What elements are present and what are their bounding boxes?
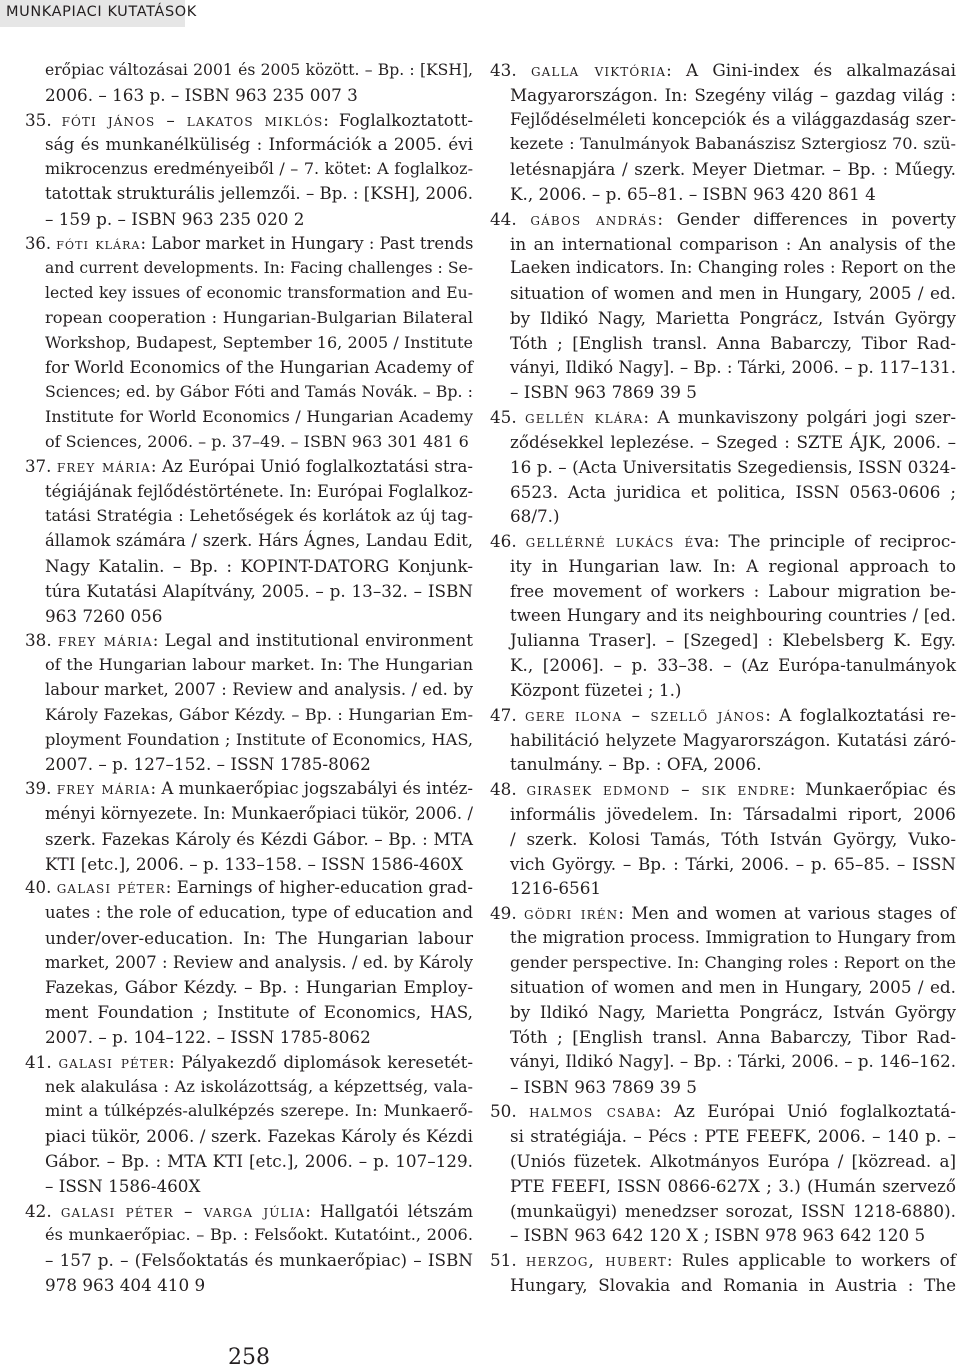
bibliography-line: [25, 1199, 473, 1224]
bibliography-line: [25, 281, 473, 306]
entry-text: – ISBN 963 7869 39 5: [510, 382, 697, 403]
bibliography-line: [490, 480, 956, 505]
author-name: frey mária: [57, 630, 153, 651]
entry-text: uates : the role of education, type of education and: [45, 903, 473, 923]
entry-text: : Labor market in Hungary : Past trends: [140, 233, 474, 253]
bibliography-line: [25, 802, 473, 827]
entry-text: : Munkaerőpiac és: [789, 779, 957, 800]
bibliography-line: [490, 752, 956, 777]
bibliography-line: [490, 1025, 956, 1050]
entry-text: : Earnings of higher-education grad-: [165, 878, 473, 898]
bibliography-line: [490, 728, 956, 753]
author-name: frey mária: [56, 779, 151, 799]
entry-text: habilitáció helyzete Magyarországon. Kutatási záró-: [510, 729, 956, 750]
entry-text: : Gender differences in poverty: [657, 208, 956, 229]
author-name: gellérné lukács é: [525, 531, 695, 552]
entry-text: 42.: [25, 1200, 61, 1221]
entry-text: PTE FEEFI, ISSN 0866-627X ; 3.) (Humán szervező: [510, 1175, 956, 1196]
author-name: fóti klára: [56, 233, 141, 253]
entry-text: ment Foundation ; Institute of Economics, HAS,: [45, 1002, 473, 1023]
bibliography-line: [25, 83, 473, 108]
bibliography-line: [25, 975, 473, 1000]
author-name: gellén klára: [525, 407, 644, 428]
entry-text: 1216-6561: [510, 878, 602, 899]
bibliography-line: [490, 281, 956, 306]
entry-text: 40.: [25, 878, 57, 898]
bibliography-line: [25, 529, 473, 554]
entry-text: – ISBN 963 642 120 X ; ISBN 978 963 642 120 5: [510, 1225, 926, 1246]
entry-text: the migration process. Immigration to Hungary from: [510, 927, 956, 947]
entry-text: túra Kutatási Alapítvány, 2005. – p. 13–32. – ISBN: [45, 580, 473, 601]
entry-text: szerk. Fazekas Károly és Kézdi Gábor. – Bp. : MTA: [45, 828, 473, 849]
author-name: galla viktória: [530, 60, 667, 80]
entry-text: – 157 p. – (Felsőoktatás és munkaerőpiac) – ISBN: [45, 1250, 473, 1271]
bibliography-line: [25, 504, 473, 529]
bibliography-line: [25, 207, 473, 232]
bibliography-line: [25, 480, 473, 505]
bibliography-line: [25, 331, 473, 356]
entry-text: 45.: [490, 407, 526, 428]
bibliography-line: [25, 951, 473, 976]
bibliography-line: [490, 1149, 956, 1174]
bibliography-line: [490, 1248, 956, 1273]
author-name: girasek edmond – sik endre: [526, 779, 790, 800]
left-column: [25, 58, 473, 1298]
entry-text: for World Economics of the Hungarian Academy of: [45, 357, 474, 377]
entry-text: 48.: [490, 779, 527, 800]
entry-text: of Sciences, 2006. – p. 37–49. – ISBN 963 301 481 6: [45, 431, 469, 451]
entry-text: 50.: [490, 1101, 530, 1122]
bibliography-line: [490, 157, 956, 182]
entry-text: Julianna Traser]. – [Szeged] : Klebelsberg K. Egy.: [510, 630, 956, 651]
bibliography-line: [25, 58, 473, 83]
author-name: herzog, hubert: [525, 1250, 667, 1271]
bibliography-line: [25, 1223, 473, 1248]
bibliography-line: [490, 703, 956, 728]
author-name: halmos csaba: [529, 1101, 656, 1122]
bibliography-line: [490, 975, 956, 1000]
entry-text: 68/7.): [510, 506, 560, 527]
entry-text: va: The principle of reciproc-: [694, 531, 956, 552]
bibliography-line: [25, 852, 473, 877]
entry-text: 36.: [25, 233, 57, 253]
bibliography-line: [490, 678, 956, 703]
entry-text: si stratégiája. – Pécs : PTE FEEFK, 2006. – 140 p. –: [510, 1126, 956, 1147]
author-name: galasi péter – varga júlia: [60, 1200, 306, 1221]
entry-text: mint a túlképzés-alulképzés szerepe. In: Munkaerő-: [45, 1101, 473, 1121]
author-name: gábos andrás: [530, 208, 658, 229]
entry-text: / szerk. Kolosi Tamás, Tóth István György, Vuko-: [510, 828, 956, 849]
entry-text: kezete : Tanulmányok Babanászisz Sztergiosz 70. szü-: [510, 134, 956, 154]
entry-text: by Ildikó Nagy, Marietta Pongrácz, István György: [510, 307, 956, 328]
bibliography-line: [490, 232, 956, 257]
bibliography-line: [490, 1199, 956, 1224]
bibliography-line: [25, 926, 473, 951]
bibliography-line: [490, 554, 956, 579]
bibliography-line: [25, 628, 473, 653]
entry-text: tanulmány. – Bp. : OFA, 2006.: [510, 754, 762, 775]
entry-text: ződésekkel leplezése. – Szeged : SZTE ÁJK, 2006. –: [510, 431, 956, 452]
author-name: fóti jános – lakatos miklós: [61, 109, 324, 130]
entry-text: situation of women and men in Hungary, 2005 / ed.: [510, 977, 956, 998]
bibliography-line: [490, 132, 956, 157]
entry-text: Károly Fazekas, Gábor Kézdy. – Bp. : Hungarian Em-: [45, 704, 473, 724]
entry-text: erőpiac változásai 2001 és 2005 között. – Bp. : [KSH],: [45, 61, 473, 79]
entry-text: : Foglalkoztatott-: [323, 109, 473, 130]
entry-text: Gábor. – Bp. : MTA KTI [etc.], 2006. – p. 107–129.: [45, 1151, 473, 1172]
entry-text: : A munkaerőpiac jogszabályi és intéz-: [150, 779, 473, 799]
entry-text: ság és munkanélküliség : Információk a 2005. évi: [45, 134, 473, 155]
bibliography-line: [490, 256, 956, 281]
entry-text: 44.: [490, 208, 531, 229]
entry-text: K., 2006. – p. 65–81. – ISBN 963 420 861 4: [510, 183, 876, 204]
entry-text: Nagy Katalin. – Bp. : KOPINT-DATORG Konjunk-: [45, 555, 473, 576]
bibliography-line: [25, 728, 473, 753]
bibliography-line: [490, 405, 956, 430]
entry-text: letésnapjára / szerk. Meyer Dietmar. – Bp. : Műegy.: [510, 159, 956, 180]
bibliography-line: [490, 852, 956, 877]
bibliography-line: [25, 182, 473, 207]
author-name: frey mária: [56, 456, 151, 476]
entry-text: 6523. Acta juridica et politica, ISSN 0563-0606 ;: [510, 481, 956, 502]
bibliography-line: [490, 579, 956, 604]
bibliography-line: [490, 777, 956, 802]
bibliography-line: [25, 604, 473, 629]
bibliography-line: [25, 876, 473, 901]
entry-text: market, 2007 : Review and analysis. / ed. by Károly: [45, 952, 473, 972]
bibliography-line: [25, 901, 473, 926]
bibliography-line: [490, 356, 956, 381]
entry-text: nek alakulása : Az iskolázottság, a képzettség, vala-: [45, 1076, 473, 1096]
entry-text: : Az Európai Unió foglalkoztatá-: [655, 1101, 956, 1122]
entry-text: : Az Európai Unió foglalkoztatási stra-: [150, 456, 473, 476]
entry-text: Fazekas, Gábor Kézdy. – Bp. : Hungarian Employ-: [45, 977, 473, 998]
bibliography-line: [25, 1025, 473, 1050]
entry-text: 35.: [25, 109, 62, 130]
bibliography-line: [25, 306, 473, 331]
bibliography-line: [490, 529, 956, 554]
right-column: [490, 58, 956, 1298]
bibliography-line: [25, 1075, 473, 1100]
bibliography-line: [490, 1050, 956, 1075]
bibliography-line: [25, 108, 473, 133]
author-name: galasi péter: [56, 878, 166, 898]
entry-text: 37.: [25, 456, 57, 476]
bibliography-line: [25, 1099, 473, 1124]
entry-text: 49.: [490, 903, 525, 924]
entry-text: 978 963 404 410 9: [45, 1275, 206, 1296]
entry-text: 963 7260 056: [45, 605, 163, 626]
author-name: gödri irén: [524, 903, 619, 924]
bibliography-line: [25, 430, 473, 455]
entry-text: 2007. – p. 104–122. – ISSN 1785-8062: [45, 1027, 371, 1048]
bibliography-line: [490, 926, 956, 951]
bibliography-line: [25, 256, 473, 281]
entry-text: 46.: [490, 531, 526, 552]
bibliography-line: [490, 653, 956, 678]
entry-text: Workshop, Budapest, September 16, 2005 / Institute: [45, 332, 473, 352]
bibliography-line: [490, 1174, 956, 1199]
bibliography-line: [490, 802, 956, 827]
entry-text: : Legal and institutional environment: [152, 630, 474, 651]
entry-text: Magyarországon. In: Szegény világ – gazdag világ :: [510, 84, 956, 105]
entry-text: K., [2006]. – p. 33–38. – (Az Európa-tanulmányok: [510, 655, 956, 676]
entry-text: Institute for World Economics / Hungarian Academy: [45, 407, 473, 427]
entry-text: 16 p. – (Acta Universitatis Szegediensis, ISSN 0324-: [510, 456, 956, 477]
bibliography-line: [490, 182, 956, 207]
bibliography-line: [25, 1174, 473, 1199]
bibliography-line: [490, 1000, 956, 1025]
entry-text: : Hallgatói létszám: [305, 1200, 473, 1221]
bibliography-line: [490, 628, 956, 653]
entry-text: tatottak strukturális jellemzői. – Bp. : [KSH], 2006.: [45, 183, 473, 203]
bibliography-line: [25, 157, 473, 182]
entry-text: Központ füzetei ; 1.): [510, 679, 682, 700]
bibliography-line: [25, 455, 473, 480]
entry-text: tatási Stratégia : Lehetőségek és korlátok az új tag-: [45, 506, 473, 526]
entry-text: ményi környezete. In: Munkaerőpiaci tükör, 2006. /: [45, 803, 473, 823]
bibliography-line: [490, 1075, 956, 1100]
bibliography-line: [25, 1149, 473, 1174]
entry-text: piaci tükör, 2006. / szerk. Fazekas Károly és Kézdi: [45, 1126, 473, 1147]
bibliography-line: [25, 356, 473, 381]
author-name: gere ilona – szellő jános: [525, 704, 766, 725]
section-header-bar: [0, 0, 197, 27]
bibliography-line: [490, 604, 956, 629]
bibliography-line: [490, 1223, 956, 1248]
entry-text: Fejlődéselméleti koncepciók és a világgazdaság szer-: [510, 109, 956, 129]
bibliography-line: [25, 1000, 473, 1025]
bibliography-line: [490, 58, 956, 83]
entry-text: lected key issues of economic transformation and Eu-: [45, 284, 473, 303]
entry-text: 47.: [490, 704, 526, 725]
entry-text: of the Hungarian labour market. In: The Hungarian: [45, 655, 473, 675]
entry-text: Sciences; ed. by Gábor Fóti and Tamás Novák. – Bp. :: [45, 382, 473, 402]
entry-text: : A munkaviszony polgári jogi szer-: [643, 407, 956, 428]
bibliography-line: [490, 951, 956, 976]
entry-text: Laeken indicators. In: Changing roles : Report on the: [510, 258, 956, 278]
bibliography-line: [490, 1273, 956, 1298]
entry-text: ropean cooperation : Hungarian-Bulgarian Bilateral: [45, 307, 473, 327]
entry-text: vich György. – Bp. : Tárki, 2006. – p. 65–85. – ISSN: [510, 853, 956, 874]
bibliography-line: [490, 1124, 956, 1149]
entry-text: Tóth ; [English transl. Anna Babarczy, Tibor Rad-: [510, 332, 956, 353]
entry-text: informális jövedelem. In: Társadalmi riport, 2006: [510, 803, 956, 824]
bibliography-line: [25, 653, 473, 678]
bibliography-line: [490, 108, 956, 133]
bibliography-line: [25, 678, 473, 703]
entry-text: labour market, 2007 : Review and analysis. / ed. by: [45, 679, 473, 699]
bibliography-line: [25, 777, 473, 802]
bibliography-line: [25, 1050, 473, 1075]
entry-text: and current developments. In: Facing challenges : Se-: [45, 259, 473, 278]
entry-text: (Uniós füzetek. Alkotmányos Európa / [közread. a]: [510, 1151, 956, 1172]
bibliography-line: [25, 579, 473, 604]
bibliography-line: [490, 504, 956, 529]
entry-text: ity in Hungarian law. In: A regional approach to: [510, 555, 956, 576]
entry-text: free movement of workers : Labour migration be-: [510, 580, 956, 601]
entry-text: by Ildikó Nagy, Marietta Pongrácz, István György: [510, 1002, 956, 1023]
entry-text: 41.: [25, 1051, 59, 1072]
entry-text: (munkaügyi) menedzser sorozat, ISSN 1218-6880).: [510, 1200, 956, 1221]
bibliography-line: [490, 901, 956, 926]
bibliography-line: [490, 430, 956, 455]
entry-text: : Rules applicable to workers of: [666, 1250, 957, 1271]
section-label: MUNKAPIACI KUTATÁSOK: [6, 4, 197, 20]
entry-text: : A Gini-index és alkalmazásai: [666, 60, 956, 80]
bibliography-line: [490, 876, 956, 901]
bibliography-line: [25, 827, 473, 852]
entry-text: ványi, Ildikó Nagy]. – Bp. : Tárki, 2006. – p. 117–131.: [510, 357, 956, 377]
entry-text: államok számára / szerk. Hárs Ágnes, Landau Edit,: [45, 531, 473, 551]
entry-text: és munkaerőpiac. – Bp. : Felsőokt. Kutatóint., 2006.: [45, 1225, 473, 1245]
bibliography-line: [25, 232, 473, 257]
entry-text: situation of women and men in Hungary, 2005 / ed.: [510, 283, 956, 304]
bibliography-line: [25, 380, 473, 405]
bibliography-line: [490, 455, 956, 480]
entry-text: – ISSN 1586-460X: [45, 1175, 201, 1196]
entry-text: under/over-education. In: The Hungarian labour: [45, 927, 473, 948]
bibliography-line: [490, 1099, 956, 1124]
entry-text: 2007. – p. 127–152. – ISSN 1785-8062: [45, 754, 371, 775]
bibliography-line: [25, 1248, 473, 1273]
entry-text: tween Hungary and its neighbouring countries / [ed.: [510, 605, 956, 625]
entry-text: tégiájának fejlődéstörténete. In: Európai Foglalkoz-: [45, 481, 473, 501]
bibliography-line: [490, 83, 956, 108]
author-name: galasi péter: [58, 1051, 169, 1072]
bibliography-line: [25, 1124, 473, 1149]
bibliography-line: [25, 554, 473, 579]
entry-text: 43.: [490, 60, 531, 80]
bibliography-line: [490, 306, 956, 331]
bibliography-line: [490, 380, 956, 405]
entry-text: – 159 p. – ISBN 963 235 020 2: [45, 208, 305, 229]
entry-text: 2006. – 163 p. – ISBN 963 235 007 3: [45, 84, 358, 105]
entry-text: : A foglalkoztatási re-: [765, 704, 956, 725]
entry-text: gender perspective. In: Changing roles : Report on the: [510, 952, 956, 972]
bibliography-line: [25, 703, 473, 728]
bibliography-line: [490, 331, 956, 356]
bibliography-line: [25, 405, 473, 430]
entry-text: KTI [etc.], 2006. – p. 133–158. – ISSN 1586-460X: [45, 853, 463, 874]
entry-text: 39.: [25, 779, 57, 799]
bibliography-line: [490, 207, 956, 232]
entry-text: : Pályakezdő diplomások keresetét-: [168, 1051, 473, 1072]
entry-text: Tóth ; [English transl. Anna Babarczy, Tibor Rad-: [510, 1027, 956, 1048]
bibliography-line: [25, 1273, 473, 1298]
entry-text: : Men and women at various stages of: [618, 903, 956, 924]
entry-text: ployment Foundation ; Institute of Economics, HAS,: [45, 729, 473, 749]
bibliography-line: [490, 827, 956, 852]
entry-text: mikrocenzus eredményeiből / – 7. kötet: A foglalkoz-: [45, 159, 473, 179]
entry-text: – ISBN 963 7869 39 5: [510, 1076, 697, 1097]
entry-text: in an international comparison : An analysis of the: [510, 233, 956, 254]
page-number: 258: [228, 1345, 270, 1370]
entry-text: 51.: [490, 1250, 526, 1271]
entry-text: ványi, Ildikó Nagy]. – Bp. : Tárki, 2006. – p. 146–162.: [510, 1051, 956, 1071]
bibliography-line: [25, 752, 473, 777]
bibliography-line: [25, 132, 473, 157]
entry-text: 38.: [25, 630, 58, 651]
entry-text: Hungary, Slovakia and Romania in Austria : The: [510, 1275, 956, 1296]
